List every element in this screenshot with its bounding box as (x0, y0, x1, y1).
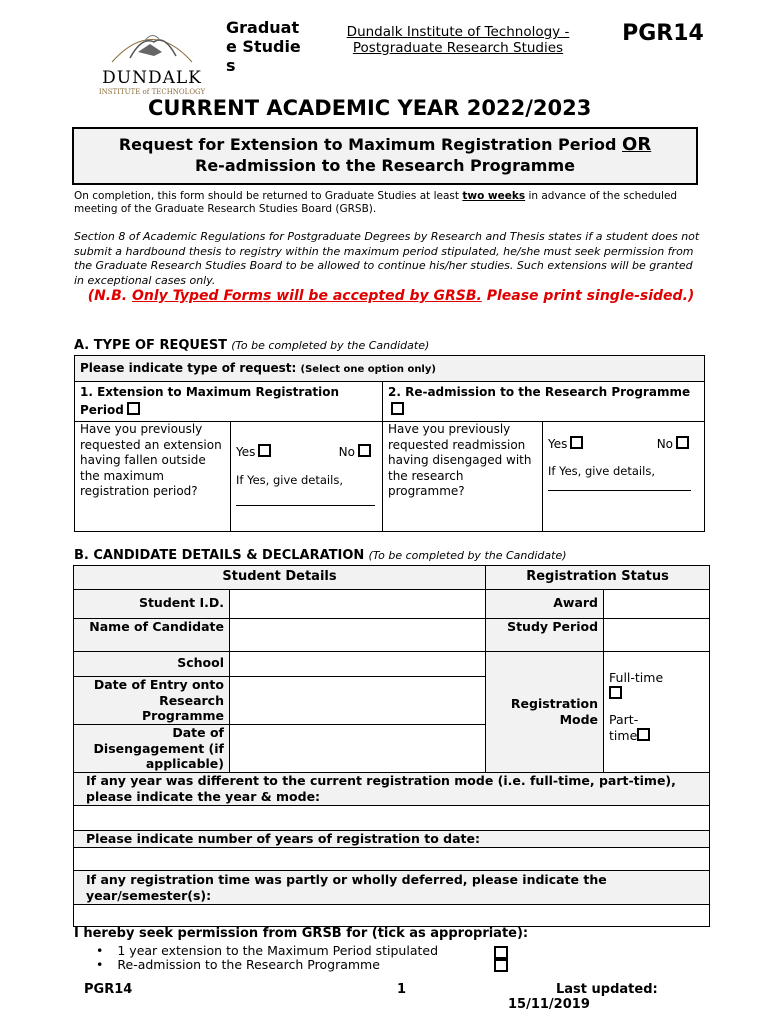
student-details-header: Student Details (74, 566, 486, 590)
permission-heading: I hereby seek permission from GRSB for (tick as appropriate): (74, 926, 529, 941)
permission-item-extension[interactable]: • 1 year extension to the Maximum Period stipulated (96, 943, 438, 958)
permission-item-readmission[interactable]: • Re-admission to the Research Programme (96, 957, 380, 972)
academic-year-title: CURRENT ACADEMIC YEAR 2022/2023 (148, 96, 592, 120)
answer-2-cell (543, 422, 705, 532)
logo-crest-icon (92, 22, 212, 68)
option-1-checkbox-icon[interactable] (127, 402, 140, 415)
intro-text (74, 190, 694, 216)
year-mode-question: If any year was different to the current registration mode (i.e. full-time, part-time), please indicate the year & mode: (74, 772, 710, 805)
q2-details-line[interactable] (548, 490, 691, 491)
deferred-question: If any registration time was partly or wholly deferred, please indicate the year/semester(s): (74, 870, 710, 904)
option-2-label: 2. Re-admission to the Research Programme (388, 385, 691, 399)
study-period-label: Study Period (486, 619, 604, 652)
q2-no-checkbox-icon[interactable] (676, 436, 689, 449)
section-b-title: B. CANDIDATE DETAILS & DECLARATION (74, 548, 365, 563)
nb-prefix: (N.B. (87, 288, 128, 304)
candidate-details-table (73, 565, 710, 927)
registration-status-header: Registration Status (486, 566, 710, 590)
option-1-label: 1. Extension to Maximum Registration Period (80, 385, 340, 417)
question-2-cell: Have you previously requested readmission having disengaged with the research programme? (383, 422, 543, 532)
intro-part-1: On completion, this form should be returned to Graduate Studies at least (74, 190, 459, 202)
request-title-1: Request for Extension to Maximum Registration Period (118, 135, 617, 154)
section-b-note: (To be completed by the Candidate) (368, 549, 567, 562)
years-registration-field[interactable] (74, 847, 710, 870)
section-b-heading (74, 548, 567, 563)
answer-1-cell (231, 422, 383, 532)
award-label: Award (486, 590, 604, 619)
indicate-type-cell (75, 356, 705, 382)
intro-emphasis: two weeks (462, 190, 526, 202)
award-field[interactable] (604, 590, 710, 619)
request-title-or: OR (622, 134, 652, 155)
registration-mode-options (604, 652, 710, 773)
q1-yes-checkbox-icon[interactable] (258, 444, 271, 457)
institute-line-2: Postgraduate Research Studies (352, 40, 564, 56)
study-period-field[interactable] (604, 619, 710, 652)
dept-title: Graduate Studies (226, 18, 301, 75)
q1-details-line[interactable] (236, 505, 375, 506)
institute-header (318, 24, 598, 56)
student-id-label: Student I.D. (74, 590, 230, 619)
full-time-option[interactable]: Full-time (609, 670, 704, 702)
candidate-name-label: Name of Candidate (74, 619, 230, 652)
section-a-note: (To be completed by the Candidate) (231, 339, 430, 352)
indicate-note: (Select one option only) (300, 364, 436, 375)
q1-yes[interactable]: Yes (236, 444, 271, 459)
q2-details-label: If Yes, give details, (548, 464, 655, 478)
indicate-label: Please indicate type of request: (80, 361, 297, 375)
school-label: School (74, 652, 230, 677)
year-mode-field[interactable] (74, 805, 710, 830)
q1-details-label: If Yes, give details, (236, 473, 343, 487)
years-registration-question: Please indicate number of years of registration to date: (74, 830, 710, 847)
request-title-2: Re-admission to the Research Programme (195, 156, 575, 175)
candidate-name-field[interactable] (230, 619, 486, 652)
deferred-field[interactable] (74, 904, 710, 926)
q2-yes[interactable]: Yes (548, 436, 583, 451)
section8-text: Section 8 of Academic Regulations for Postgraduate Degrees by Research and Thesis states if a student does not submit a hardbound thesis to registry within the maximum period stipulated, he/she must seek permission from the Graduate Research Studies Board to be allowed to continue his/her studies. Such extensions will be granted in exceptional cases only. (74, 230, 700, 287)
footer-code: PGR14 (84, 982, 133, 997)
part-time-option[interactable]: Part-time (609, 712, 659, 744)
registration-mode-label: Registration Mode (486, 652, 604, 773)
footer-page-number: 1 (397, 982, 407, 997)
permission-list (96, 944, 438, 972)
form-code: PGR14 (622, 21, 704, 46)
student-id-field[interactable] (230, 590, 486, 619)
intro-part-2: in advance of the scheduled meeting of the Graduate Research Studies Board (GRSB). (74, 190, 678, 215)
q2-no[interactable]: No (657, 436, 689, 451)
date-disengagement-field[interactable] (230, 725, 486, 773)
institute-line-1: Dundalk Institute of Technology - (346, 24, 570, 40)
permission-checkbox-readmission-icon[interactable] (494, 959, 508, 972)
logo-name: DUNDALK (102, 68, 202, 88)
nb-notice (78, 288, 704, 305)
nb-underlined: Only Typed Forms will be accepted by GRSB. (132, 288, 482, 304)
logo (92, 22, 212, 94)
school-field[interactable] (230, 652, 486, 677)
section-a-heading (74, 338, 429, 353)
q1-no[interactable]: No (339, 444, 371, 459)
part-time-checkbox-icon[interactable] (637, 728, 650, 741)
permission-checkbox-extension-icon[interactable] (494, 946, 508, 959)
nb-suffix: Please print single-sided.) (486, 288, 695, 304)
date-disengagement-label: Date of Disengagement (if applicable) (74, 725, 230, 773)
q1-no-checkbox-icon[interactable] (358, 444, 371, 457)
date-entry-field[interactable] (230, 677, 486, 725)
q2-yes-checkbox-icon[interactable] (570, 436, 583, 449)
option-2-checkbox-icon[interactable] (391, 402, 404, 415)
logo-sub: INSTITUTE of TECHNOLOGY (98, 88, 206, 96)
date-entry-label: Date of Entry onto Research Programme (74, 677, 230, 725)
option-2-cell[interactable] (383, 382, 705, 422)
section-a-title: A. TYPE OF REQUEST (74, 338, 228, 353)
footer-last-updated-label: Last updated: (556, 982, 658, 997)
footer-last-updated-date: 15/11/2019 (508, 997, 590, 1012)
full-time-checkbox-icon[interactable] (609, 686, 622, 699)
type-of-request-table (74, 355, 705, 532)
option-1-cell[interactable] (75, 382, 383, 422)
request-title-box (72, 127, 698, 185)
question-1-cell: Have you previously requested an extension having fallen outside the maximum registration period? (75, 422, 231, 532)
